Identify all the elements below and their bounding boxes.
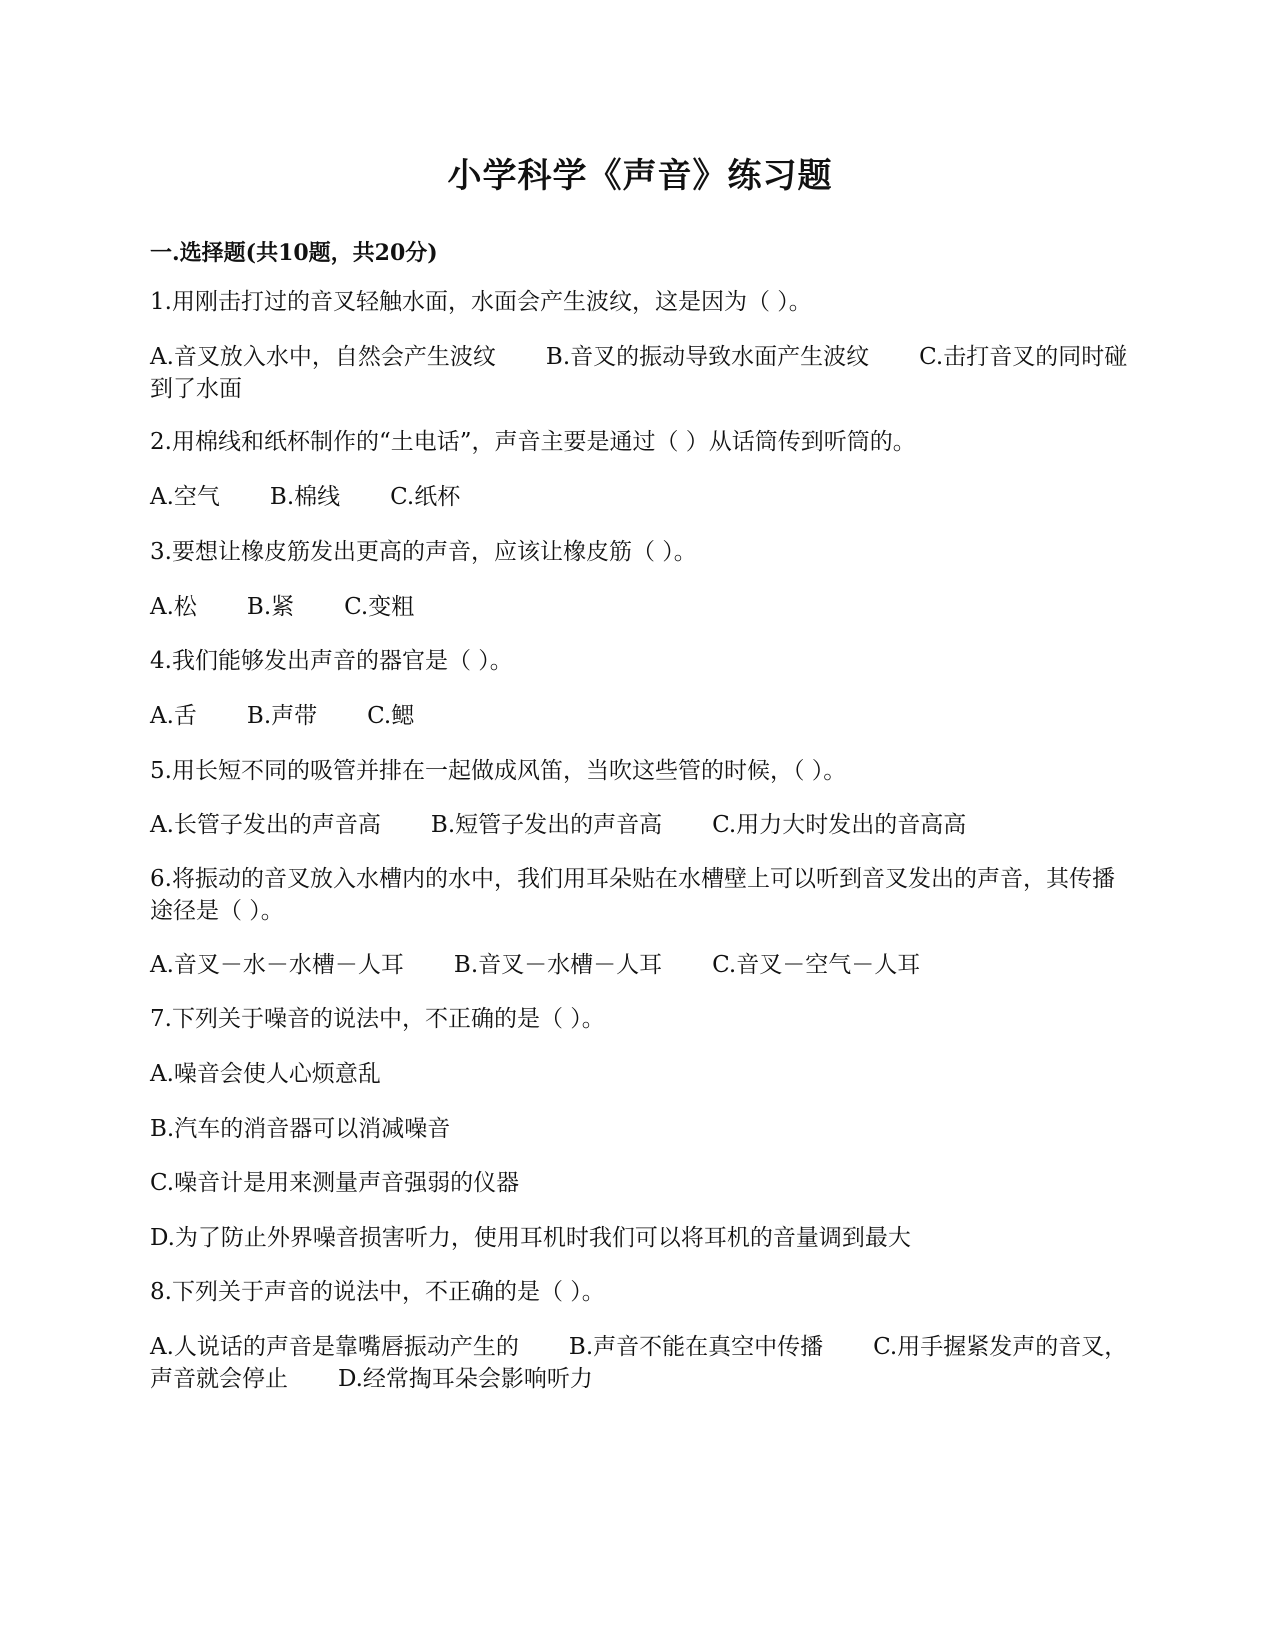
question-8-options — [150, 1331, 1130, 1395]
question-5-option-b: B.短管子发出的声音高 — [430, 812, 663, 838]
question-2-option-a: A.空气 — [150, 484, 220, 510]
question-5-options — [150, 809, 966, 841]
question-2-stem: 2.用棉线和纸杯制作的“土电话”，声音主要是通过（ ）从话筒传到听筒的。 — [150, 429, 916, 455]
question-3-options — [150, 591, 414, 623]
question-1-option-a: A.音叉放入水中，自然会产生波纹 — [150, 344, 496, 370]
question-2-option-b: B.棉线 — [269, 484, 341, 510]
question-4-option-b: B.声带 — [246, 703, 318, 729]
question-5-stem: 5.用长短不同的吸管并排在一起做成风笛，当吹这些管的时候，（ ）。 — [150, 758, 847, 784]
question-6-option-a: A.音叉－水－水槽－人耳 — [150, 952, 404, 978]
question-6-stem: 6.将振动的音叉放入水槽内的水中，我们用耳朵贴在水槽壁上可以听到音叉发出的声音，其传播途径是（ ）。 — [150, 866, 1115, 924]
question-7-option-d: D.为了防止外界噪音损害听力，使用耳机时我们可以将耳机的音量调到最大 — [150, 1225, 911, 1251]
question-4-option-c: C.鳃 — [367, 703, 415, 729]
section-heading: 一.选择题(共10题，共20分) — [150, 240, 438, 266]
question-4-options — [150, 700, 414, 732]
question-7-option-b: B.汽车的消音器可以消减噪音 — [150, 1116, 451, 1142]
question-5-option-a: A.长管子发出的声音高 — [150, 812, 381, 838]
question-8-option-c: C.用手握紧发声的音叉，声音就会停止 — [150, 1334, 1128, 1392]
question-8-option-a: A.人说话的声音是靠嘴唇振动产生的 — [150, 1334, 519, 1360]
question-4-option-a: A.舌 — [150, 703, 197, 729]
question-1-stem: 1.用刚击打过的音叉轻触水面，水面会产生波纹，这是因为（ ）。 — [150, 289, 812, 315]
question-8-stem: 8.下列关于声音的说法中，不正确的是（ ）。 — [150, 1279, 605, 1305]
question-1-option-c: C.击打音叉的同时碰到了水面 — [150, 344, 1128, 402]
question-3-stem: 3.要想让橡皮筋发出更高的声音，应该让橡皮筋（ ）。 — [150, 539, 697, 565]
question-2-option-c: C.纸杯 — [390, 484, 461, 510]
question-5-option-c: C.用力大时发出的音高高 — [712, 812, 967, 838]
question-1-option-b: B.音叉的振动导致水面产生波纹 — [545, 344, 870, 370]
question-1-options — [150, 341, 1130, 405]
question-4-stem: 4.我们能够发出声音的器官是（ ）。 — [150, 648, 513, 674]
question-7-option-c: C.噪音计是用来测量声音强弱的仪器 — [150, 1170, 520, 1196]
question-6-option-c: C.音叉－空气－人耳 — [712, 952, 921, 978]
question-7-option-a: A.噪音会使人心烦意乱 — [150, 1061, 381, 1087]
question-8-option-b: B.声音不能在真空中传播 — [568, 1334, 824, 1360]
question-3-option-a: A.松 — [150, 594, 197, 620]
page-title: 小学科学《声音》练习题 — [447, 156, 833, 196]
question-2-options — [150, 481, 460, 513]
question-3-option-c: C.变粗 — [344, 594, 415, 620]
question-6-option-b: B.音叉－水槽－人耳 — [453, 952, 663, 978]
question-6-options — [150, 949, 920, 981]
question-7-stem: 7.下列关于噪音的说法中，不正确的是（ ）。 — [150, 1006, 605, 1032]
question-8-option-d: D.经常掏耳朵会影响听力 — [338, 1366, 593, 1392]
question-3-option-b: B.紧 — [246, 594, 295, 620]
